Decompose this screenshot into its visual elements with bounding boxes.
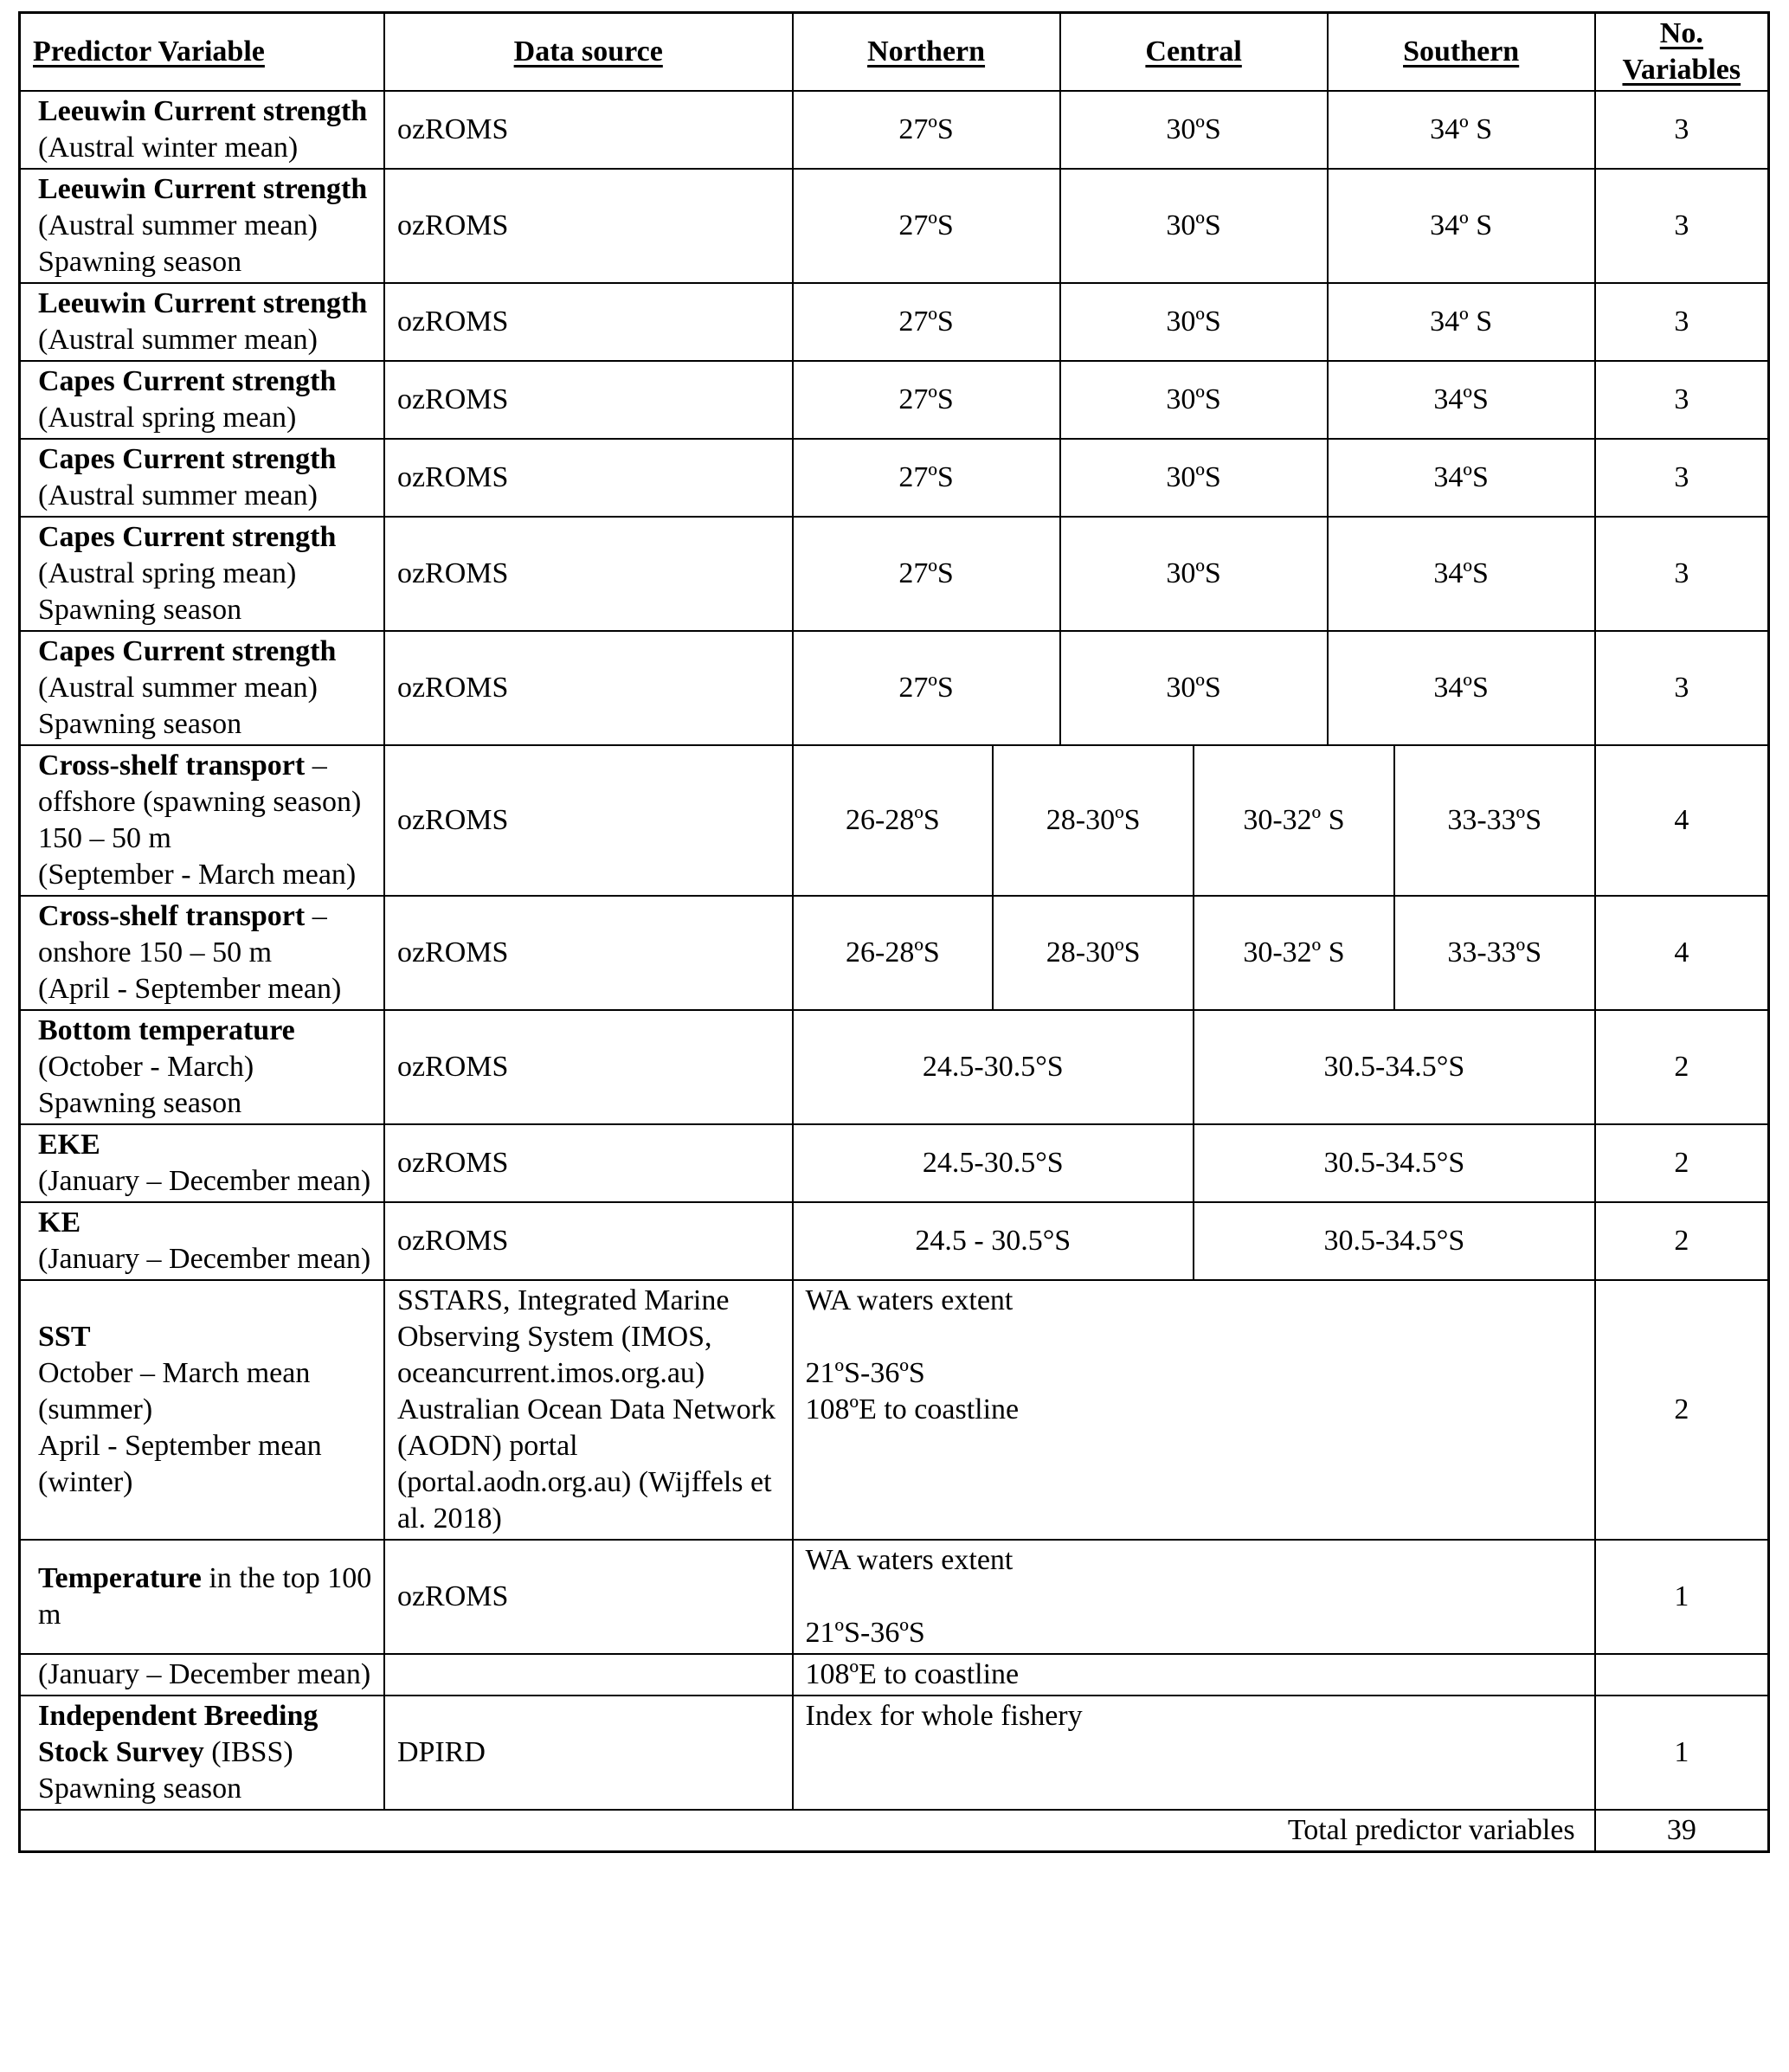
variable-note: (October - March) [38,1051,254,1083]
variable-name: Capes Current strength [38,635,337,667]
cell-northern: 27ºS [793,439,1060,517]
row-leeuwin-summer-spawning [20,169,1769,283]
variable-note: Spawning season [38,1087,242,1119]
variable-note: (Austral summer mean) [38,672,318,704]
extent-line: WA waters extent [805,1284,1014,1316]
cell-zone-1: 26-28ºS [793,745,994,896]
cell-no-variables [1595,1654,1769,1696]
cell-northern: 27ºS [793,283,1060,361]
variable-name-line [38,898,373,935]
cell-zone-4: 33-33ºS [1394,896,1595,1010]
cell-no-variables: 1 [1595,1540,1769,1654]
cell-northern: 27ºS [793,91,1060,169]
col-header-data-source [384,13,793,92]
cell-zone-3: 30-32º S [1194,896,1394,1010]
cell-data-source: ozROMS [384,517,793,631]
total-value-cell: 39 [1595,1810,1769,1852]
cell-variable [20,1010,384,1124]
cell-variable [20,631,384,745]
variable-name-dash: – [305,750,327,782]
row-eke [20,1124,1769,1202]
cell-variable [20,1540,384,1654]
col-header-northern [793,13,1060,92]
row-cross-shelf-onshore [20,896,1769,1010]
cell-variable [20,1654,384,1696]
variable-name: EKE [38,1129,100,1161]
cell-southern: 34ºS [1328,439,1595,517]
variable-note: Spawning season [38,1773,242,1805]
extent-line: 108ºE to coastline [805,1393,1020,1425]
cell-data-source: ozROMS [384,1540,793,1654]
variable-note: (Austral summer mean) [38,324,318,356]
row-capes-summer [20,439,1769,517]
cell-no-variables: 1 [1595,1696,1769,1810]
cell-no-variables: 2 [1595,1202,1769,1280]
cell-variable [20,896,384,1010]
cell-north-half: 24.5 - 30.5°S [793,1202,1194,1280]
variable-name: Leeuwin Current strength [38,173,368,205]
variable-name-line [38,1560,373,1633]
row-capes-summer-spawning [20,631,1769,745]
variable-name: Independent Breeding Stock Survey [38,1700,319,1768]
cell-data-source: ozROMS [384,896,793,1010]
cell-central: 30ºS [1060,283,1328,361]
col-header-no-variables-line2: Variables [1622,54,1741,86]
variable-note: (January – December mean) [38,1243,371,1275]
cell-variable [20,1202,384,1280]
variable-name-line [38,1698,373,1771]
variable-note: (September - March mean) [38,859,357,891]
cell-southern: 34º S [1328,169,1595,283]
extent-line: 21ºS-36ºS [805,1357,925,1389]
row-january-december-mean [20,1654,1769,1696]
cell-variable [20,1124,384,1202]
row-ke [20,1202,1769,1280]
col-header-northern-label: Northern [867,35,986,68]
cell-data-source: ozROMS [384,745,793,896]
variable-name: Cross-shelf transport [38,900,306,932]
cell-northern: 27ºS [793,361,1060,439]
cell-north-half: 24.5-30.5°S [793,1124,1194,1202]
cell-northern: 27ºS [793,169,1060,283]
cell-southern: 34º S [1328,283,1595,361]
row-temperature-top-100m [20,1540,1769,1654]
variable-note: onshore 150 – 50 m [38,936,273,968]
row-capes-spring [20,361,1769,439]
variable-note: (January – December mean) [38,1658,371,1690]
variable-name: Capes Current strength [38,365,337,397]
cell-no-variables: 3 [1595,169,1769,283]
extent-line: WA waters extent [805,1544,1014,1576]
variable-note: Spawning season [38,246,242,278]
row-bottom-temperature [20,1010,1769,1124]
cell-central: 30ºS [1060,169,1328,283]
variable-name: Leeuwin Current strength [38,95,368,127]
cell-north-half: 24.5-30.5°S [793,1010,1194,1124]
col-header-no-variables-line1: No. [1659,17,1703,49]
cell-data-source: ozROMS [384,361,793,439]
cell-no-variables: 2 [1595,1010,1769,1124]
variable-note: (Austral spring mean) [38,557,297,589]
col-header-data-source-label: Data source [513,35,663,68]
cell-no-variables: 2 [1595,1280,1769,1540]
cell-data-source: ozROMS [384,1010,793,1124]
row-leeuwin-summer [20,283,1769,361]
cell-variable [20,91,384,169]
row-capes-spring-spawning [20,517,1769,631]
cell-central: 30ºS [1060,439,1328,517]
cell-no-variables: 3 [1595,91,1769,169]
header-row [20,13,1769,92]
cell-data-source: ozROMS [384,1124,793,1202]
cell-southern: 34ºS [1328,517,1595,631]
cell-zone-2: 28-30ºS [993,896,1194,1010]
row-cross-shelf-offshore [20,745,1769,896]
cell-no-variables: 4 [1595,896,1769,1010]
cell-no-variables: 3 [1595,517,1769,631]
cell-zone-3: 30-32º S [1194,745,1394,896]
variable-note: (Austral summer mean) [38,479,318,512]
cell-central: 30ºS [1060,91,1328,169]
cell-no-variables: 3 [1595,439,1769,517]
cell-southern: 34ºS [1328,361,1595,439]
cell-variable [20,283,384,361]
cell-northern: 27ºS [793,631,1060,745]
variable-note: Spawning season [38,708,242,740]
variable-name-rest: in the top 100 m [38,1562,372,1631]
extent-line: Index for whole fishery [805,1700,1083,1732]
row-total [20,1810,1769,1852]
variable-name: Leeuwin Current strength [38,287,368,319]
col-header-southern-label: Southern [1403,35,1520,68]
predictor-variables-table [18,11,1770,1853]
cell-south-half: 30.5-34.5°S [1194,1202,1595,1280]
cell-data-source: ozROMS [384,439,793,517]
cell-extent [793,1540,1595,1654]
variable-name: SST [38,1321,91,1353]
cell-extent [793,1280,1595,1540]
extent-line: 108ºE to coastline [805,1658,1020,1690]
cell-extent [793,1654,1595,1696]
cell-no-variables: 2 [1595,1124,1769,1202]
cell-data-source: ozROMS [384,169,793,283]
row-ibss [20,1696,1769,1810]
cell-south-half: 30.5-34.5°S [1194,1010,1595,1124]
col-header-central [1060,13,1328,92]
variable-note: April - September mean (winter) [38,1430,322,1498]
variable-note: October – March mean (summer) [38,1357,311,1425]
cell-northern: 27ºS [793,517,1060,631]
cell-south-half: 30.5-34.5°S [1194,1124,1595,1202]
cell-data-source: DPIRD [384,1696,793,1810]
cell-zone-2: 28-30ºS [993,745,1194,896]
cell-southern: 34ºS [1328,631,1595,745]
variable-name: Temperature [38,1562,202,1594]
cell-central: 30ºS [1060,517,1328,631]
cell-no-variables: 3 [1595,361,1769,439]
cell-southern: 34º S [1328,91,1595,169]
total-label-cell: Total predictor variables [20,1810,1595,1852]
cell-data-source: ozROMS [384,91,793,169]
cell-data-source: ozROMS [384,1202,793,1280]
cell-variable [20,1696,384,1810]
spacer [806,1319,1582,1355]
cell-no-variables: 3 [1595,283,1769,361]
cell-variable [20,745,384,896]
variable-name-dash: – [305,900,327,932]
cell-zone-4: 33-33ºS [1394,745,1595,896]
col-header-no-variables [1595,13,1769,92]
cell-variable [20,1280,384,1540]
variable-name: KE [38,1207,81,1239]
cell-data-source [384,1654,793,1696]
cell-data-source: ozROMS [384,283,793,361]
cell-data-source: ozROMS [384,631,793,745]
cell-variable [20,517,384,631]
variable-note: (Austral summer mean) [38,209,318,241]
variable-name: Cross-shelf transport [38,750,306,782]
variable-note: (January – December mean) [38,1165,371,1197]
cell-zone-1: 26-28ºS [793,896,994,1010]
cell-variable [20,439,384,517]
variable-note: (Austral spring mean) [38,402,297,434]
cell-central: 30ºS [1060,361,1328,439]
cell-variable [20,169,384,283]
cell-extent [793,1696,1595,1810]
spacer [806,1579,1582,1615]
variable-note: (April - September mean) [38,973,342,1005]
cell-central: 30ºS [1060,631,1328,745]
col-header-southern [1328,13,1595,92]
cell-no-variables: 3 [1595,631,1769,745]
cell-data-source: SSTARS, Integrated Marine Observing System (IMOS, oceancurrent.imos.org.au) Australian Ocean Data Network (AODN) portal (portal.aodn.org.au) (Wijffels et al. 2018) [384,1280,793,1540]
variable-note: (Austral winter mean) [38,132,299,164]
variable-note: Spawning season [38,594,242,626]
col-header-central-label: Central [1145,35,1242,68]
variable-name: Capes Current strength [38,521,337,553]
variable-name-rest: (IBSS) [203,1736,293,1768]
extent-line: 21ºS-36ºS [805,1617,925,1649]
variable-name-line [38,748,373,784]
variable-name: Bottom temperature [38,1014,295,1046]
cell-variable [20,361,384,439]
row-leeuwin-winter [20,91,1769,169]
row-sst [20,1280,1769,1540]
cell-no-variables: 4 [1595,745,1769,896]
col-header-predictor-variable [20,13,384,92]
col-header-predictor-variable-label: Predictor Variable [33,35,265,68]
variable-name: Capes Current strength [38,443,337,475]
variable-note: offshore (spawning season) 150 – 50 m [38,786,362,854]
